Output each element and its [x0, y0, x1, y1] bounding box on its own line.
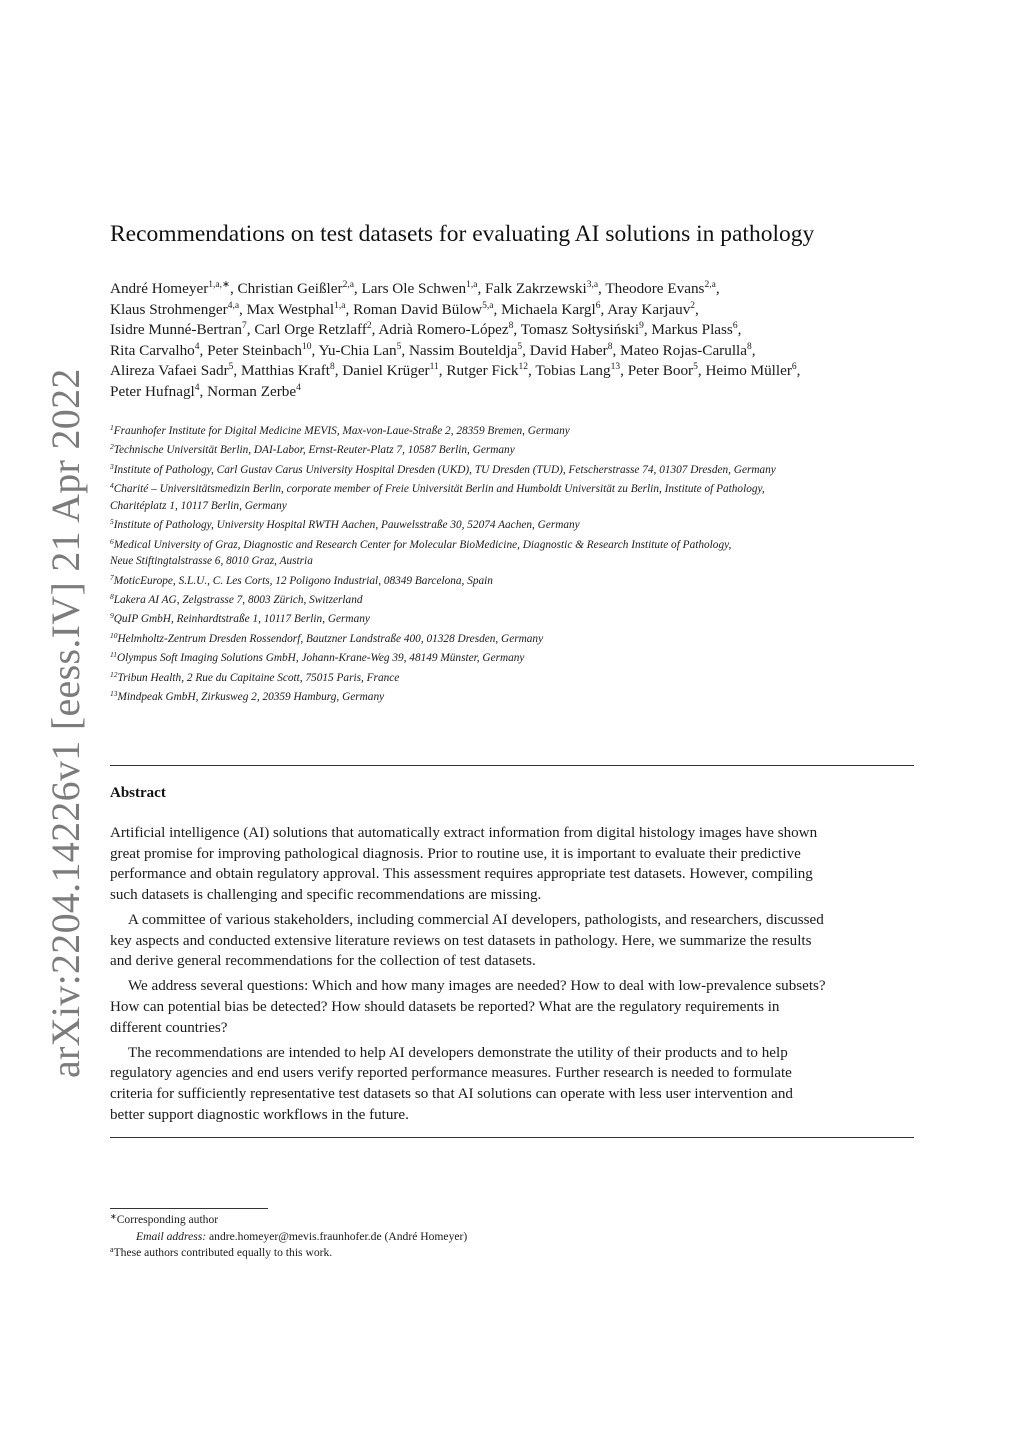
author-name: Tobias Lang [535, 362, 611, 380]
affiliation-item [110, 442, 914, 458]
abstract-line: and derive general recommendations for the collection of test datasets. [110, 953, 536, 970]
affiliation-number: 3 [110, 461, 114, 471]
author-affiliation-mark: 4 [194, 382, 200, 393]
author-name: Aray Karjauv [607, 300, 691, 318]
affiliation-text: Charitéplatz 1, 10117 Berlin, Germany [110, 499, 287, 512]
author-affiliation-mark: 10 [302, 341, 312, 352]
arxiv-identifier-stamp: arXiv:2204.14226v1 [eess.IV] 21 Apr 2022 [43, 368, 88, 1078]
author-name: Matthias Kraft [240, 362, 330, 380]
author-affiliation-mark: 4,a [227, 300, 240, 311]
author-affiliation-mark: 5 [693, 362, 698, 373]
author-affiliation-mark: 2,a [704, 280, 716, 290]
author-name: Nassim Bouteldja [408, 341, 518, 359]
author-name: Peter Boor [627, 362, 694, 380]
affiliation-line [110, 462, 914, 478]
author-name: Roman David Bülow [353, 300, 483, 318]
author-line: Klaus Strohmenger$^{4,a}$, Max Westphal$^{1,a}$, Roman David Bülow$^{5,a}$, Michaela Kargl$^6$, Aray Karjauv$^2$, [110, 300, 699, 318]
author-name: Alireza Vafaei Sadr [110, 362, 229, 380]
affiliation-line [110, 573, 914, 589]
affiliation-line [110, 631, 914, 647]
author-name: Isidre Munné-Bertran [110, 321, 243, 339]
author-affiliation-mark: 6 [791, 362, 797, 373]
affiliation-number: 9 [110, 611, 114, 621]
affiliation-text: Neue Stiftingtalstrasse 6, 8010 Graz, Austria [110, 555, 313, 568]
abstract-line: The recommendations are intended to help AI developers demonstrate the utility of their products and to help [128, 1044, 788, 1061]
author-name: Lars Ole Schwen [361, 280, 467, 297]
affiliation-line [110, 592, 914, 608]
author-name: Klaus Strohmenger [110, 300, 228, 318]
footnote-equal-contribution [110, 1245, 467, 1262]
author-affiliation-mark: 3,a [586, 280, 599, 290]
abstract-line: We address several questions: Which and how many images are needed? How to deal with low-prevalence subsets? [128, 978, 826, 995]
affiliation-text: MoticEurope, S.L.U., C. Les Corts, 12 Poligono Industrial, 08349 Barcelona, Spain [113, 574, 493, 587]
footnote-email [110, 1229, 467, 1246]
affiliation-number: 6 [110, 536, 114, 546]
author-affiliation-mark: 13 [610, 362, 621, 373]
author-affiliation-mark: 5 [396, 341, 402, 352]
author-name: Peter Steinbach [207, 341, 303, 359]
author-name: Tomasz Sołtysiński [520, 321, 640, 339]
author-name: André Homeyer [110, 280, 209, 297]
affiliation-item [110, 462, 914, 478]
author-name: Markus Plass [651, 321, 733, 339]
affiliation-item [110, 611, 914, 627]
author-affiliation-mark: 6 [732, 321, 738, 332]
author-name: Heimo Müller [705, 362, 792, 380]
author-affiliation-mark: 4 [194, 341, 200, 352]
abstract-paragraph [110, 823, 914, 905]
footnote-corresponding-label: Corresponding author [116, 1213, 219, 1226]
author-name: Rita Carvalho [110, 341, 195, 359]
footnote-corresponding-mark: ∗ [110, 1212, 117, 1221]
author-name: Rutger Fick [446, 362, 519, 380]
affiliation-number: 7 [110, 572, 114, 582]
abstract-paragraph [110, 976, 914, 1038]
footnote-email-label: Email address: [136, 1229, 207, 1243]
affiliation-number: 10 [110, 630, 118, 640]
affiliation-number: 2 [110, 442, 114, 452]
affiliation-number: 1 [110, 423, 114, 432]
author-line: Peter Hufnagl$^4$, Norman Zerbe$^4$ [110, 382, 301, 400]
affiliation-text: Charité – Universitätsmedizin Berlin, corporate member of Freie Universität Berlin and Humboldt Universität zu Berlin, Institute of Pathology, [113, 483, 765, 496]
affiliation-text: Medical University of Graz, Diagnostic and Research Center for Molecular BioMedicine, Diagnostic & Research Institute of Pathology, [113, 538, 732, 551]
author-line: Rita Carvalho$^4$, Peter Steinbach$^{10}$, Yu-Chia Lan$^5$, Nassim Bouteldja$^5$, David Haber$^8$, Mateo Rojas-Carulla$^8$, [110, 341, 756, 359]
author-name: Daniel Krüger [342, 362, 430, 380]
affiliation-line [110, 481, 914, 497]
author-name: Max Westphal [246, 300, 335, 318]
author-affiliation-mark: 7 [242, 321, 247, 332]
abstract-line: How can potential bias be detected? How should datasets be reported? What are the regulatory requirements in [110, 998, 780, 1015]
author-affiliation-mark: 8 [607, 341, 613, 352]
abstract-line: great promise for improving pathological diagnosis. Prior to routine use, it is important to evaluate their predictive [110, 845, 801, 862]
author-affiliation-mark: 5 [517, 341, 523, 352]
affiliation-text: Helmholtz-Zentrum Dresden Rossendorf, Bautzner Landstraße 400, 01328 Dresden, Germany [117, 632, 544, 645]
affiliation-item [110, 517, 914, 533]
author-name: Christian Geißler [237, 280, 343, 297]
affiliation-number: 5 [110, 517, 114, 527]
footnote-corresponding [110, 1212, 467, 1229]
author-affiliation-mark: 5 [228, 362, 234, 373]
abstract-body [110, 823, 914, 1130]
affiliation-line [110, 611, 914, 627]
author-affiliation-mark: 5,a [482, 300, 494, 311]
author-name: Peter Hufnagl [110, 382, 195, 400]
affiliation-item [110, 592, 914, 608]
affiliation-number: 11 [110, 650, 117, 660]
abstract-paragraph [110, 910, 914, 972]
abstract-line: key aspects and conducted extensive literature reviews on test datasets in pathology. Here, we summarize the results [110, 932, 812, 949]
affiliation-text: Technische Universität Berlin, DAI-Labor, Ernst-Reuter-Platz 7, 10587 Berlin, Germany [113, 444, 515, 457]
affiliation-text: QuIP GmbH, Reinhardtstraße 1, 10117 Berlin, Germany [113, 613, 370, 626]
author-list [110, 279, 914, 403]
affiliation-line [110, 423, 914, 439]
author-line: Alireza Vafaei Sadr$^5$, Matthias Kraft$^8$, Daniel Krüger$^{11}$, Rutger Fick$^{12}$, Tobias Lang$^{13}$, Peter Boor$^5$, Heimo Müller$^6$, [110, 362, 801, 380]
author-affiliation-mark: 8 [508, 321, 514, 332]
footnote-equal-text: These authors contributed equally to this work. [113, 1246, 333, 1260]
abstract-line: criteria for sufficiently representative test datasets so that AI solutions can operate with less user intervention and [110, 1085, 793, 1102]
author-affiliation-mark: 1,a [466, 280, 478, 290]
affiliation-item [110, 689, 914, 705]
affiliation-list [110, 423, 914, 709]
footnote-email-value: andre.homeyer@mevis.fraunhofer.de (André Homeyer) [209, 1229, 468, 1243]
author-name: David Haber [529, 341, 608, 359]
abstract-line: better support diagnostic workflows in the future. [110, 1106, 409, 1123]
abstract-line: different countries? [110, 1019, 228, 1036]
author-affiliation-mark: 6 [595, 300, 601, 311]
affiliation-text: Institute of Pathology, University Hospital RWTH Aachen, Pauwelsstraße 30, 52074 Aachen, Germany [113, 519, 580, 532]
author-affiliation-mark: 11 [429, 362, 439, 373]
author-affiliation-mark: 12 [518, 362, 529, 373]
affiliation-line [110, 537, 914, 553]
abstract-line: such datasets is challenging and specific recommendations are missing. [110, 886, 542, 903]
author-name: Norman Zerbe [207, 382, 297, 400]
affiliation-text: Fraunhofer Institute for Digital Medicine MEVIS, Max-von-Laue-Straße 2, 28359 Bremen, Germany [113, 425, 570, 437]
affiliation-line [110, 442, 914, 458]
author-name: Carl Orge Retzlaff [254, 321, 367, 339]
author-name: Falk Zakrzewski [485, 280, 587, 297]
abstract-line: Artificial intelligence (AI) solutions that automatically extract information from digital histology images have shown [110, 825, 818, 841]
abstract-top-rule [110, 765, 914, 766]
author-name: Michaela Kargl [501, 300, 596, 318]
affiliation-line [110, 517, 914, 533]
footnote-rule [110, 1208, 268, 1209]
author-affiliation-mark: 8 [329, 362, 335, 373]
author-name: Theodore Evans [605, 280, 705, 297]
affiliation-line [110, 498, 914, 514]
author-affiliation-mark: 9 [639, 321, 644, 332]
footnotes [110, 1212, 467, 1262]
affiliation-line [110, 670, 914, 686]
affiliation-item [110, 670, 914, 686]
abstract-line: performance and obtain regulatory approval. This assessment requires appropriate test datasets. However, compiling [110, 866, 813, 883]
abstract-line: regulatory agencies and end users verify reported performance measures. Further research is needed to formulate [110, 1065, 792, 1082]
affiliation-number: 4 [110, 481, 114, 491]
footnote-equal-mark: a [110, 1245, 114, 1255]
author-affiliation-mark: 2 [366, 321, 372, 332]
affiliation-item [110, 423, 914, 439]
abstract-line: A committee of various stakeholders, including commercial AI developers, pathologists, and researchers, discussed [128, 911, 824, 928]
author-affiliation-mark: 2 [690, 300, 696, 311]
affiliation-item [110, 650, 914, 666]
author-name: Yu-Chia Lan [318, 341, 397, 359]
affiliation-item [110, 631, 914, 647]
affiliation-text: Olympus Soft Imaging Solutions GmbH, Johann-Krane-Weg 39, 48149 Münster, Germany [116, 652, 525, 665]
author-affiliation-mark: 1,a,∗ [208, 280, 230, 290]
author-affiliation-mark: 8 [747, 341, 752, 352]
abstract-paragraph [110, 1043, 914, 1125]
affiliation-line [110, 650, 914, 666]
affiliation-number: 8 [110, 591, 114, 601]
author-affiliation-mark: 1,a [334, 300, 346, 311]
affiliation-item [110, 537, 914, 570]
author-affiliation-mark: 2,a [342, 280, 354, 290]
author-name: Adrià Romero-López [378, 321, 509, 339]
affiliation-line [110, 553, 914, 569]
affiliation-number: 13 [110, 689, 118, 699]
author-line: Isidre Munné-Bertran$^7$, Carl Orge Retzlaff$^2$, Adrià Romero-López$^8$, Tomasz Sołtysiński$^9$, Markus Plass$^6$, [110, 321, 742, 339]
affiliation-text: Lakera AI AG, Zelgstrasse 7, 8003 Zürich, Switzerland [113, 593, 363, 606]
affiliation-item [110, 481, 914, 514]
affiliation-item [110, 573, 914, 589]
paper-title: Recommendations on test datasets for evaluating AI solutions in pathology [110, 221, 815, 247]
affiliation-text: Institute of Pathology, Carl Gustav Carus University Hospital Dresden (UKD), TU Dresden (TUD), Fetscherstrasse 74, 01307 Dresden, Germany [113, 463, 776, 476]
abstract-heading: Abstract [110, 785, 166, 801]
author-name: Mateo Rojas-Carulla [620, 341, 748, 359]
abstract-bottom-rule [110, 1137, 914, 1138]
affiliation-text: Mindpeak GmbH, Zirkusweg 2, 20359 Hamburg, Germany [117, 691, 385, 704]
author-line: André Homeyer$^{1,a,∗}$, Christian Geißler$^{2,a}$, Lars Ole Schwen$^{1,a}$, Falk Zakrzewski$^{3,a}$, Theodore Evans$^{2,a}$, [110, 280, 720, 297]
author-affiliation-mark: 4 [296, 382, 301, 393]
affiliation-text: Tribun Health, 2 Rue du Capitaine Scott, 75015 Paris, France [117, 671, 400, 684]
affiliation-line [110, 689, 914, 705]
affiliation-number: 12 [110, 669, 118, 679]
